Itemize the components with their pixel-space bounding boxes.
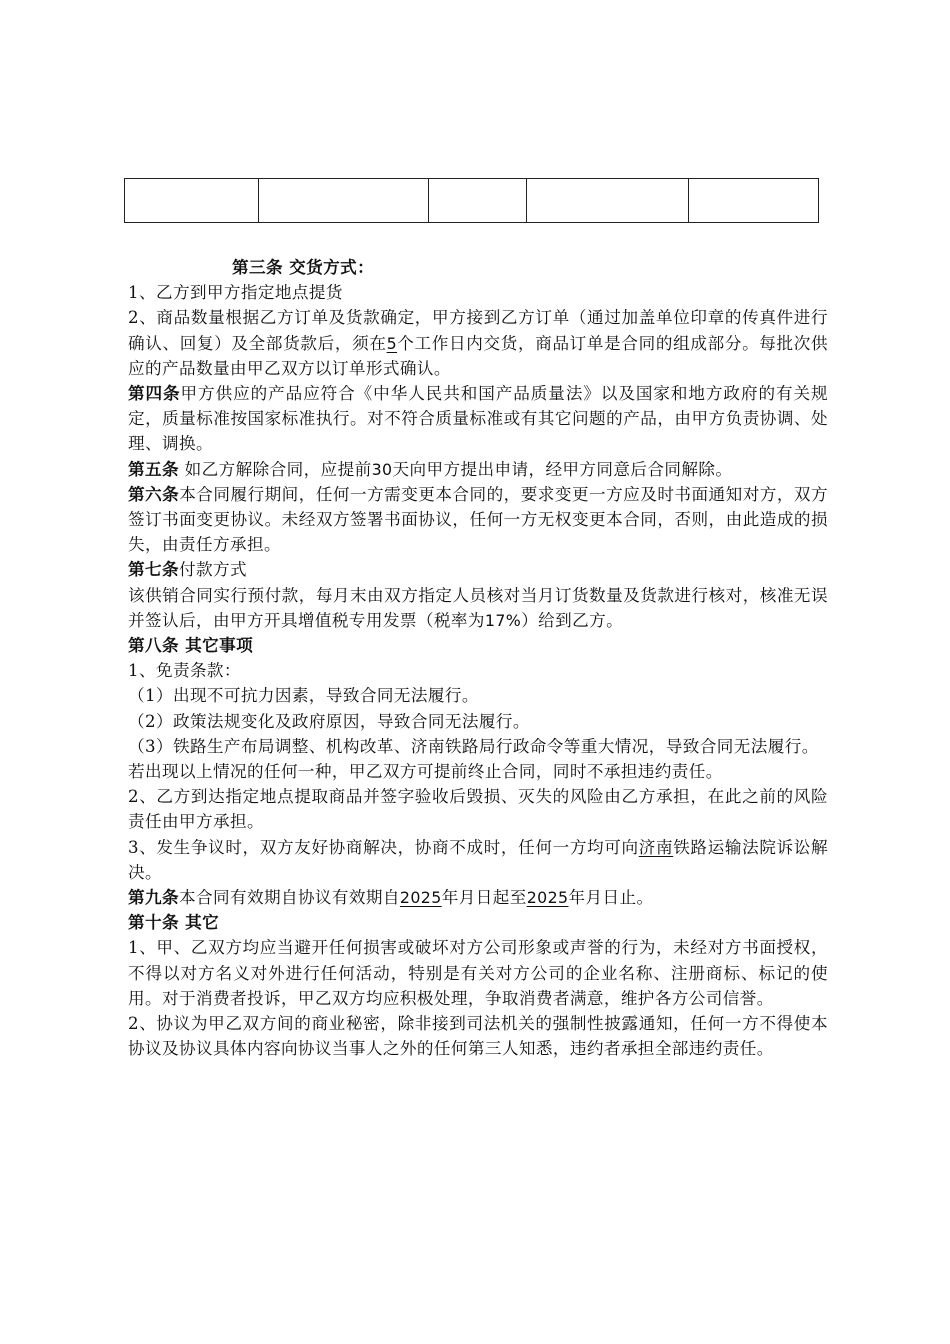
article-10-item-1: 1、甲、乙双方均应当避开任何损害或破坏对方公司形象或声誉的行为，未经对方书面授权，不得以对方名义对外进行任何活动，特别是有关对方公司的企业名称、注册商标、标记的使用。对于消费者投诉，甲乙双方均应积极处理，争取消费者满意，维护各方公司信誉。 [128,938,828,1008]
article-8-sub-3: （3）铁路生产布局调整、机构改革、济南铁路局行政命令等重大情况，导致合同无法履行。 [128,736,819,756]
article-8-item-1: 1、免责条款： [128,661,241,681]
article-7-text-a: 该供销合同实行预付款，每月末由双方指定人员核对当月订货数量及货款进行核对，核准无误并签认后，由甲方开具增值税专用发票（税率为 [128,585,828,630]
article-9-text-c: 年月日止。 [568,888,654,908]
article-3-item-2-text-b: 个工作日内交货，商品订单是合同的组成部分。每批次供应的产品数量由甲乙双方以订单形式确认。 [128,333,829,378]
table-cell [259,179,429,223]
article-9-text-b: 年月日起至 [441,888,527,908]
table-cell [125,179,259,223]
notice-days: 30 [371,459,393,479]
article-8-heading: 第八条 其它事项 [128,635,254,656]
article-8-sub-2: （2）政策法规变化及政府原因，导致合同无法履行。 [128,711,530,731]
article-5 [128,457,828,482]
article-10-item-2: 2、协议为甲乙双方间的商业秘密，除非接到司法机关的强制性披露通知，任何一方不得使本协议及协议具体内容向协议当事人之外的任何第三人知悉，违约者承担全部违约责任。 [128,1014,828,1059]
article-8-sub-1: （1）出现不可抗力因素，导致合同无法履行。 [128,686,479,706]
tax-rate: 17% [484,610,522,630]
article-7-heading-line [128,557,828,582]
article-8-item-3-text-a: 3、发生争议时，双方友好协商解决，协商不成时，任何一方均可向 [128,837,639,857]
article-9-text-a: 本合同有效期自协议有效期自 [178,888,400,908]
article-3-item-1: 1、乙方到甲方指定地点提货 [128,283,343,303]
article-5-text-b: 天向甲方提出申请，经甲方同意后合同解除。 [392,459,733,479]
article-5-heading: 第五条 [128,458,179,479]
article-8-item-3 [128,835,828,885]
article-4-text: 甲方供应的产品应符合《中华人民共和国产品质量法》以及国家和地方政府的有关规定，质量标准按国家标准执行。对不符合质量标准或有其它问题的产品，由甲方负责协调、处理、调换。 [128,384,828,454]
article-10-heading: 第十条 其它 [128,912,220,933]
article-7-heading: 第七条 [128,559,179,580]
article-8-note: 若出现以上情况的任何一种，甲乙双方可提前终止合同，同时不承担违约责任。 [128,762,723,782]
article-5-text-a: 如乙方解除合同，应提前 [178,459,372,479]
table-cell [429,179,527,223]
article-8-item-2: 2、乙方到达指定地点提取商品并签字验收后毁损、灭失的风险由乙方承担，在此之前的风险责任由甲方承担。 [128,787,828,832]
article-9 [128,885,828,910]
empty-table [124,178,819,223]
article-8-item-3-text-b: 铁路运输法院诉讼解决。 [128,837,828,882]
article-9-heading: 第九条 [128,887,179,908]
article-3-item-2-text-a: 2、商品数量根据乙方订单及货款确定，甲方接到乙方订单（通过加盖单位印章的传真件进行确认、回复）及全部货款后，须在 [128,308,828,353]
end-year: 2025 [526,888,569,908]
article-6 [128,482,828,558]
court-city: 济南 [638,837,674,857]
article-7-text [128,583,828,633]
contract-body [128,255,828,1062]
article-3-heading: 第三条 交货方式： [232,257,375,277]
start-year: 2025 [399,888,442,908]
table-row [125,179,819,223]
article-3-item-2 [128,305,828,381]
article-4 [128,381,828,457]
delivery-days: 5 [386,333,398,353]
article-7-title: 付款方式 [178,560,247,580]
article-4-heading: 第四条 [128,383,181,404]
article-6-heading: 第六条 [128,483,180,504]
table-cell [527,179,689,223]
article-6-text: 本合同履行期间，任何一方需变更本合同的，要求变更一方应及时书面通知对方，双方签订书面变更协议。未经双方签署书面协议，任何一方无权变更本合同，否则，由此造成的损失，由责任方承担。 [128,484,829,555]
article-7-text-b: ）给到乙方。 [521,610,624,630]
table-cell [689,179,819,223]
